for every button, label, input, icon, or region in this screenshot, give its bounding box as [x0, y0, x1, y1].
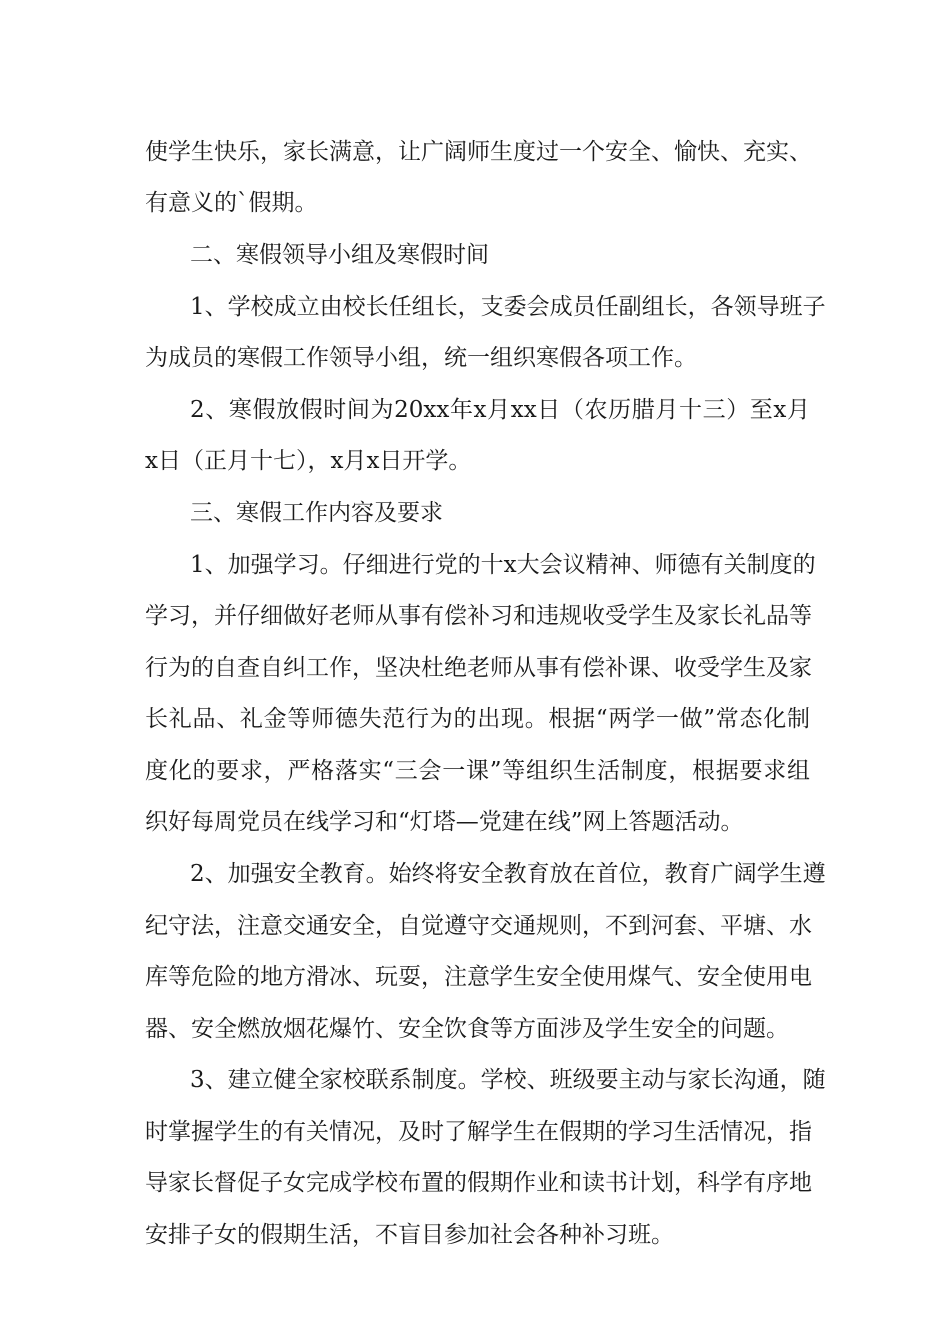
text-line: 2、寒假放假时间为20xx年x月xx日（农历腊月十三）至x月 [190, 397, 810, 423]
text-line: 时掌握学生的有关情况，及时了解学生在假期的学习生活情况，指 [145, 1119, 812, 1145]
text-line: 为成员的寒假工作领导小组，统一组织寒假各项工作。 [145, 345, 697, 371]
text-line: 导家长督促子女完成学校布置的假期作业和读书计划，科学有序地 [145, 1170, 812, 1196]
text-line: 库等危险的地方滑冰、玩耍，注意学生安全使用煤气、安全使用电 [145, 964, 812, 990]
text-line: x日（正月十七），x月x日开学。 [145, 448, 472, 474]
text-line: 3、建立健全家校联系制度。学校、班级要主动与家长沟通，随 [190, 1067, 826, 1093]
section-heading: 二、寒假领导小组及寒假时间 [190, 242, 489, 268]
section-heading: 三、寒假工作内容及要求 [190, 500, 443, 526]
text-line: 使学生快乐，家长满意，让广阔师生度过一个安全、愉快、充实、 [145, 139, 812, 165]
text-line: 1、加强学习。仔细进行党的十x大会议精神、师德有关制度的 [190, 552, 816, 578]
text-line: 学习，并仔细做好老师从事有偿补习和违规收受学生及家长礼品等 [145, 603, 812, 629]
text-line: 织好每周党员在线学习和“灯塔—党建在线”网上答题活动。 [145, 809, 744, 835]
text-line: 度化的要求，严格落实“三会一课”等组织生活制度，根据要求组 [145, 758, 810, 784]
text-line: 有意义的`假期。 [145, 190, 318, 216]
text-line: 长礼品、礼金等师德失范行为的出现。根据“两学一做”常态化制 [145, 706, 810, 732]
text-line: 2、加强安全教育。始终将安全教育放在首位，教育广阔学生遵 [190, 861, 826, 887]
text-line: 器、安全燃放烟花爆竹、安全饮食等方面涉及学生安全的问题。 [145, 1016, 789, 1042]
text-line: 行为的自查自纠工作，坚决杜绝老师从事有偿补课、收受学生及家 [145, 655, 812, 681]
text-line: 1、学校成立由校长任组长，支委会成员任副组长，各领导班子 [190, 294, 826, 320]
text-line: 安排子女的假期生活，不盲目参加社会各种补习班。 [145, 1222, 674, 1248]
text-line: 纪守法，注意交通安全，自觉遵守交通规则，不到河套、平塘、水 [145, 913, 812, 939]
